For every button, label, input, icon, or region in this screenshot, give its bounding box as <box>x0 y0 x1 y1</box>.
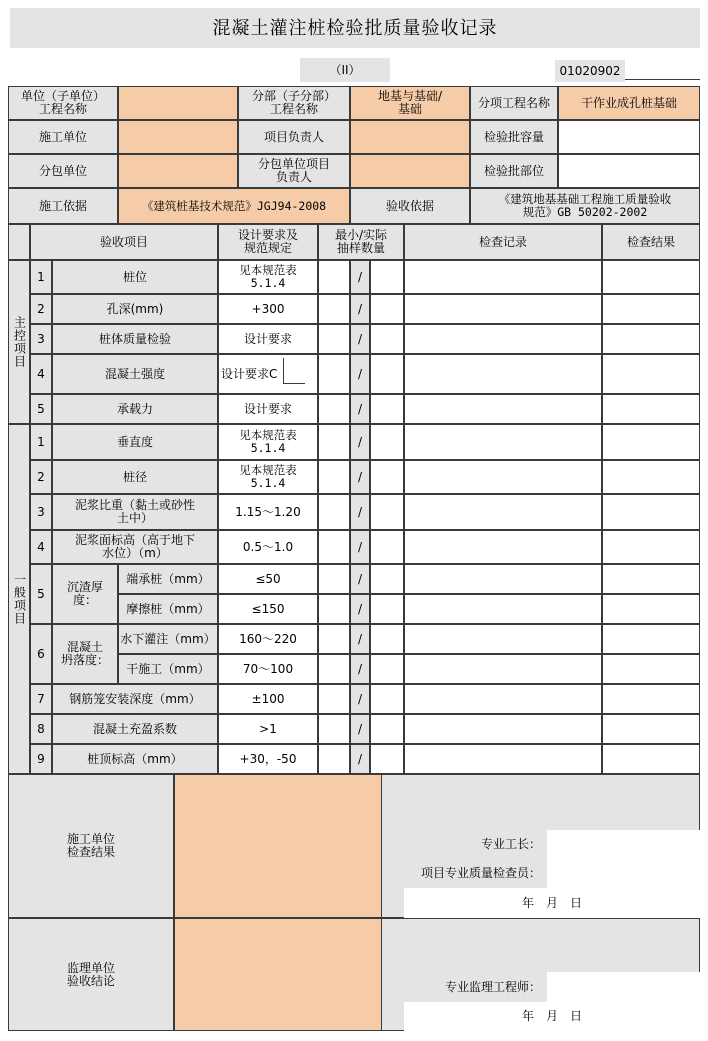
main-item-min[interactable] <box>318 294 350 324</box>
general-item-record[interactable] <box>404 714 602 744</box>
main-item-no: 2 <box>30 294 52 324</box>
general-item-req: ±100 <box>218 684 318 714</box>
general-item-slash: / <box>350 624 370 654</box>
general-item-name: 钢筋笼安装深度（mm） <box>52 684 218 714</box>
general-item-slash: / <box>350 530 370 564</box>
general-item-record[interactable] <box>404 494 602 530</box>
subcontractor-input[interactable] <box>118 154 238 188</box>
subcontractor-label: 分包单位 <box>8 154 118 188</box>
main-item-name: 桩体质量检验 <box>52 324 218 354</box>
basis-label: 施工依据 <box>8 188 118 224</box>
general-item-actual[interactable] <box>370 494 404 530</box>
pm-label: 项目负责人 <box>238 120 350 154</box>
main-item-name: 桩位 <box>52 260 218 294</box>
col-result: 检查结果 <box>602 224 700 260</box>
general-item-record[interactable] <box>404 684 602 714</box>
main-item-slash: / <box>350 260 370 294</box>
general-item-min[interactable] <box>318 530 350 564</box>
general-subitem-name: 端承桩（mm） <box>118 564 218 594</box>
general-item-record[interactable] <box>404 530 602 564</box>
general-item-record[interactable] <box>404 424 602 460</box>
accept-label: 验收依据 <box>350 188 470 224</box>
main-item-min[interactable] <box>318 324 350 354</box>
main-item-no: 3 <box>30 324 52 354</box>
general-item-record[interactable] <box>404 564 602 594</box>
col-sample: 最小/实际 抽样数量 <box>318 224 404 260</box>
general-subitem-req: 70～100 <box>218 654 318 684</box>
general-item-name: 桩径 <box>52 460 218 494</box>
main-item-result[interactable] <box>602 394 700 424</box>
general-subitem-req: ≤150 <box>218 594 318 624</box>
qc-input[interactable] <box>547 858 700 888</box>
general-item-result[interactable] <box>602 594 700 624</box>
accept-value: 《建筑地基基础工程施工质量验收 规范》GB 50202-2002 <box>470 188 700 224</box>
foreman-input[interactable] <box>547 830 700 858</box>
general-item-actual[interactable] <box>370 744 404 774</box>
page-title: 混凝土灌注桩检验批质量验收记录 <box>10 8 700 48</box>
general-item-min[interactable] <box>318 424 350 460</box>
general-item-name: 泥浆比重（黏土或砂性 土中） <box>52 494 218 530</box>
general-item-slash: / <box>350 654 370 684</box>
sub-pm-input[interactable] <box>350 154 470 188</box>
general-item-no: 5 <box>30 564 52 624</box>
main-item-record[interactable] <box>404 324 602 354</box>
main-item-name: 孔深(mm) <box>52 294 218 324</box>
subitem-label: 分项工程名称 <box>470 86 558 120</box>
general-subitem-req: ≤50 <box>218 564 318 594</box>
main-item-req: 设计要求 <box>218 394 318 424</box>
general-item-actual[interactable] <box>370 460 404 494</box>
general-item-req: 0.5～1.0 <box>218 530 318 564</box>
general-item-result[interactable] <box>602 494 700 530</box>
general-item-no: 9 <box>30 744 52 774</box>
subtitle: （II） <box>300 58 390 82</box>
general-item-slash: / <box>350 744 370 774</box>
general-item-result[interactable] <box>602 460 700 494</box>
general-item-actual[interactable] <box>370 424 404 460</box>
general-item-record[interactable] <box>404 624 602 654</box>
contractor-check-label: 施工单位 检查结果 <box>8 774 174 918</box>
contractor-check-input[interactable] <box>174 774 382 918</box>
main-item-result[interactable] <box>602 324 700 354</box>
general-item-actual[interactable] <box>370 714 404 744</box>
general-item-slash: / <box>350 684 370 714</box>
general-subitem-name: 干施工（mm） <box>118 654 218 684</box>
main-item-record[interactable] <box>404 394 602 424</box>
general-item-name: 混凝土 坍落度： <box>52 624 118 684</box>
general-item-actual[interactable] <box>370 564 404 594</box>
general-item-no: 2 <box>30 460 52 494</box>
general-item-record[interactable] <box>404 654 602 684</box>
general-item-name: 桩顶标高（mm） <box>52 744 218 774</box>
general-item-req: 见本规范表 5.1.4 <box>218 424 318 460</box>
general-item-no: 8 <box>30 714 52 744</box>
supervisor-date[interactable]: 年 月 日 <box>404 1002 700 1031</box>
general-item-no: 3 <box>30 494 52 530</box>
general-item-slash: / <box>350 594 370 624</box>
col-record: 检查记录 <box>404 224 602 260</box>
general-item-actual[interactable] <box>370 624 404 654</box>
col-req: 设计要求及 规范规定 <box>218 224 318 260</box>
general-item-slash: / <box>350 494 370 530</box>
main-item-actual[interactable] <box>370 354 404 394</box>
general-item-result[interactable] <box>602 564 700 594</box>
general-item-min[interactable] <box>318 460 350 494</box>
general-item-slash: / <box>350 424 370 460</box>
general-item-record[interactable] <box>404 744 602 774</box>
general-subitem-name: 摩擦桩（mm） <box>118 594 218 624</box>
main-item-result[interactable] <box>602 294 700 324</box>
supervisor-conclusion-label: 监理单位 验收结论 <box>8 918 174 1031</box>
contractor-input[interactable] <box>118 120 238 154</box>
general-item-min[interactable] <box>318 594 350 624</box>
main-item-req: 设计要求 <box>218 324 318 354</box>
general-item-result[interactable] <box>602 654 700 684</box>
general-item-result[interactable] <box>602 624 700 654</box>
main-item-name: 承载力 <box>52 394 218 424</box>
general-item-req: 1.15～1.20 <box>218 494 318 530</box>
general-item-min[interactable] <box>318 744 350 774</box>
general-item-record[interactable] <box>404 594 602 624</box>
general-group-label: 一般项目 <box>8 424 30 774</box>
general-item-req: 见本规范表 5.1.4 <box>218 460 318 494</box>
main-item-min[interactable] <box>318 354 350 394</box>
general-item-name: 混凝土充盈系数 <box>52 714 218 744</box>
general-item-min[interactable] <box>318 564 350 594</box>
location-label: 检验批部位 <box>470 154 558 188</box>
general-item-no: 1 <box>30 424 52 460</box>
main-item-req: 设计要求C <box>218 354 318 394</box>
division-label: 分部（子分部） 工程名称 <box>238 86 350 120</box>
form-code: 01020902 <box>555 60 625 82</box>
main-item-actual[interactable] <box>370 294 404 324</box>
qc-label: 项目专业质量检查员： <box>382 858 547 888</box>
col-item: 验收项目 <box>30 224 218 260</box>
main-group-label: 主控项目 <box>8 260 30 424</box>
general-item-result[interactable] <box>602 530 700 564</box>
main-item-min[interactable] <box>318 394 350 424</box>
location-input[interactable] <box>558 154 700 188</box>
main-item-slash: / <box>350 354 370 394</box>
pm-input[interactable] <box>350 120 470 154</box>
main-item-record[interactable] <box>404 260 602 294</box>
general-item-no: 4 <box>30 530 52 564</box>
capacity-label: 检验批容量 <box>470 120 558 154</box>
capacity-input[interactable] <box>558 120 700 154</box>
main-item-record[interactable] <box>404 294 602 324</box>
general-item-slash: / <box>350 460 370 494</box>
general-subitem-name: 水下灌注（mm） <box>118 624 218 654</box>
general-item-record[interactable] <box>404 460 602 494</box>
general-item-no: 6 <box>30 624 52 684</box>
main-item-min[interactable] <box>318 260 350 294</box>
general-item-name: 沉渣厚 度： <box>52 564 118 624</box>
general-item-name: 垂直度 <box>52 424 218 460</box>
main-item-slash: / <box>350 324 370 354</box>
basis-value: 《建筑桩基技术规范》JGJ94-2008 <box>118 188 350 224</box>
contractor-date[interactable]: 年 月 日 <box>404 888 700 918</box>
main-item-no: 1 <box>30 260 52 294</box>
unit-label: 单位（子单位） 工程名称 <box>8 86 118 120</box>
general-item-slash: / <box>350 564 370 594</box>
supervisor-conclusion-input[interactable] <box>174 918 382 1031</box>
general-item-result[interactable] <box>602 714 700 744</box>
general-item-actual[interactable] <box>370 684 404 714</box>
main-item-actual[interactable] <box>370 394 404 424</box>
group-header-spacer <box>8 224 30 260</box>
main-item-no: 5 <box>30 394 52 424</box>
unit-input[interactable] <box>118 86 238 120</box>
main-item-no: 4 <box>30 354 52 394</box>
general-item-result[interactable] <box>602 424 700 460</box>
concrete-grade-input[interactable] <box>283 358 305 384</box>
subitem-value: 干作业成孔桩基础 <box>558 86 700 120</box>
general-subitem-req: 160～220 <box>218 624 318 654</box>
main-item-actual[interactable] <box>370 260 404 294</box>
general-item-actual[interactable] <box>370 654 404 684</box>
engineer-label: 专业监理工程师： <box>382 972 547 1002</box>
general-item-no: 7 <box>30 684 52 714</box>
general-item-req: >1 <box>218 714 318 744</box>
foreman-label: 专业工长： <box>382 830 547 858</box>
general-item-actual[interactable] <box>370 594 404 624</box>
general-item-actual[interactable] <box>370 530 404 564</box>
contractor-label: 施工单位 <box>8 120 118 154</box>
general-item-result[interactable] <box>602 744 700 774</box>
main-item-slash: / <box>350 294 370 324</box>
main-item-actual[interactable] <box>370 324 404 354</box>
engineer-input[interactable] <box>547 972 700 1002</box>
general-item-min[interactable] <box>318 624 350 654</box>
general-item-result[interactable] <box>602 684 700 714</box>
division-value: 地基与基础/ 基础 <box>350 86 470 120</box>
form-code-input[interactable] <box>625 60 700 80</box>
general-item-slash: / <box>350 714 370 744</box>
general-item-min[interactable] <box>318 494 350 530</box>
general-item-req: +30，-50 <box>218 744 318 774</box>
main-item-req: +300 <box>218 294 318 324</box>
main-item-slash: / <box>350 394 370 424</box>
general-item-min[interactable] <box>318 684 350 714</box>
general-item-min[interactable] <box>318 714 350 744</box>
main-item-name: 混凝土强度 <box>52 354 218 394</box>
main-item-req: 见本规范表 5.1.4 <box>218 260 318 294</box>
main-item-record[interactable] <box>404 354 602 394</box>
general-item-name: 泥浆面标高（高于地下 水位）（m） <box>52 530 218 564</box>
general-item-min[interactable] <box>318 654 350 684</box>
main-item-result[interactable] <box>602 260 700 294</box>
main-item-result[interactable] <box>602 354 700 394</box>
sub-pm-label: 分包单位项目 负责人 <box>238 154 350 188</box>
